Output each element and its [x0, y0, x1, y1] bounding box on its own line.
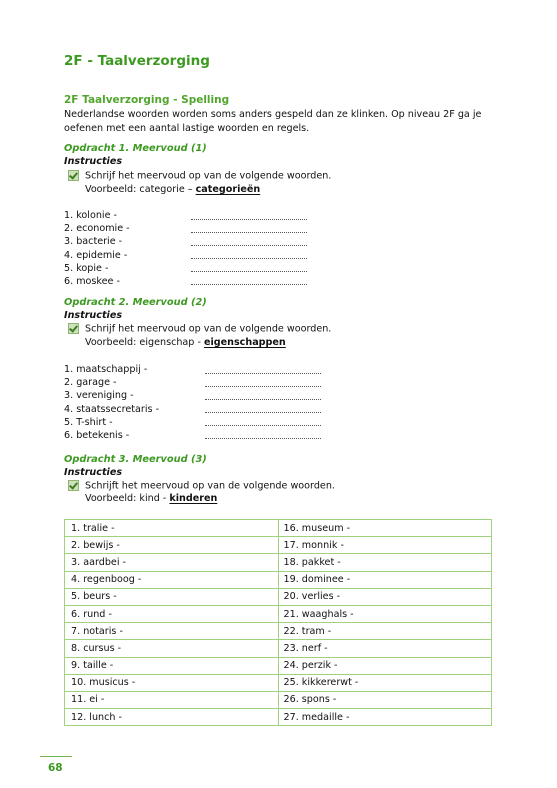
- exercise-3-title: Opdracht 3. Meervoud (3): [64, 454, 207, 465]
- intro-line-2: oefenen met een aantal lastige woorden en regels.: [64, 123, 310, 134]
- answer-line[interactable]: [205, 412, 321, 413]
- answer-line[interactable]: [205, 425, 321, 426]
- table-cell[interactable]: 18. pakket -: [278, 554, 492, 571]
- exercise-1-title: Opdracht 1. Meervoud (1): [64, 143, 207, 154]
- exercise-3-instruction: [68, 480, 335, 492]
- exercise-1-example: [85, 184, 260, 195]
- list-item: 5. T-shirt -: [64, 416, 113, 428]
- exercise-3-example: [85, 493, 217, 504]
- exercise-2-example: [85, 337, 286, 348]
- answer-line[interactable]: [205, 386, 321, 387]
- checkbox-icon: [68, 323, 79, 334]
- checkbox-icon: [68, 170, 79, 181]
- example-prefix: Voorbeeld: kind -: [85, 493, 170, 504]
- answer-line[interactable]: [205, 399, 321, 400]
- table-cell[interactable]: 17. monnik -: [278, 537, 492, 554]
- exercise-3-table: [64, 519, 492, 726]
- table-cell[interactable]: 22. tram -: [278, 623, 492, 640]
- list-item: 4. epidemie -: [64, 249, 128, 261]
- table-row: [65, 657, 492, 674]
- checkbox-icon: [68, 480, 79, 491]
- answer-line[interactable]: [191, 271, 307, 272]
- footer-divider: [40, 756, 72, 757]
- page-number: 68: [48, 762, 63, 774]
- table-cell[interactable]: 5. beurs -: [65, 588, 279, 605]
- table-row: [65, 605, 492, 622]
- table-cell[interactable]: 6. rund -: [65, 605, 279, 622]
- list-item: 1. maatschappij -: [64, 364, 148, 375]
- list-item: 2. economie -: [64, 223, 130, 235]
- answer-line[interactable]: [205, 373, 321, 374]
- table-cell[interactable]: 10. musicus -: [65, 674, 279, 691]
- list-item: 3. vereniging -: [64, 390, 134, 402]
- table-cell[interactable]: 8. cursus -: [65, 640, 279, 657]
- answer-line[interactable]: [205, 438, 321, 439]
- list-item: 6. moskee -: [64, 276, 120, 288]
- table-cell[interactable]: 20. verlies -: [278, 588, 492, 605]
- table-cell[interactable]: 27. medaille -: [278, 709, 492, 726]
- table-row: [65, 571, 492, 588]
- table-cell[interactable]: 3. aardbei -: [65, 554, 279, 571]
- list-item: 1. kolonie -: [64, 210, 117, 221]
- table-row: [65, 640, 492, 657]
- answer-line[interactable]: [191, 258, 307, 259]
- list-item: 6. betekenis -: [64, 430, 130, 442]
- section-intro: [64, 108, 481, 136]
- example-answer: kinderen: [169, 493, 218, 504]
- intro-line-1: Nederlandse woorden worden soms anders gespeld dan ze klinken. Op niveau 2F ga je: [64, 109, 482, 120]
- instruction-text: Schrijf het meervoud op van de volgende woorden.: [85, 170, 332, 182]
- instruction-text: Schrijf het meervoud op van de volgende woorden.: [85, 323, 332, 335]
- list-item: 4. staatssecretaris -: [64, 403, 160, 415]
- exercise-2-instructions-label: Instructies: [64, 310, 123, 321]
- example-prefix: Voorbeeld: eigenschap -: [85, 337, 204, 348]
- table-cell[interactable]: 9. taille -: [65, 657, 279, 674]
- table-cell[interactable]: 11. ei -: [65, 691, 279, 708]
- table-cell[interactable]: 19. dominee -: [278, 571, 492, 588]
- table-cell[interactable]: 21. waaghals -: [278, 605, 492, 622]
- example-answer: categorieën: [195, 184, 261, 195]
- list-item: 3. bacterie -: [64, 236, 123, 248]
- exercise-3-instructions-label: Instructies: [64, 467, 123, 478]
- table-row: [65, 709, 492, 726]
- list-item: 5. kopie -: [64, 262, 109, 274]
- page-title: 2F - Taalverzorging: [64, 53, 210, 69]
- list-item: 2. garage -: [64, 377, 117, 389]
- table-cell[interactable]: 1. tralie -: [65, 520, 279, 537]
- exercise-1-list: [64, 209, 130, 288]
- table-row: [65, 588, 492, 605]
- answer-line[interactable]: [191, 284, 307, 285]
- exercise-2-instruction: [68, 323, 331, 335]
- table-cell[interactable]: 25. kikkererwt -: [278, 674, 492, 691]
- exercise-2-title: Opdracht 2. Meervoud (2): [64, 297, 207, 308]
- table-cell[interactable]: 24. perzik -: [278, 657, 492, 674]
- answer-line[interactable]: [191, 245, 307, 246]
- section-heading: 2F Taalverzorging - Spelling: [64, 94, 230, 106]
- exercise-2-list: [64, 363, 159, 442]
- table-row: [65, 674, 492, 691]
- table-cell[interactable]: 2. bewijs -: [65, 537, 279, 554]
- table-row: [65, 623, 492, 640]
- table-cell[interactable]: 23. nerf -: [278, 640, 492, 657]
- answer-line[interactable]: [191, 219, 307, 220]
- example-prefix: Voorbeeld: categorie –: [85, 184, 196, 195]
- table-cell[interactable]: 12. lunch -: [65, 709, 279, 726]
- instruction-text: Schrijft het meervoud op van de volgende woorden.: [85, 480, 335, 492]
- answer-line[interactable]: [191, 232, 307, 233]
- table-cell[interactable]: 7. notaris -: [65, 623, 279, 640]
- exercise-1-instructions-label: Instructies: [64, 156, 123, 167]
- table-row: [65, 691, 492, 708]
- table-row: [65, 537, 492, 554]
- table-row: [65, 554, 492, 571]
- exercise-1-instruction: [68, 170, 331, 182]
- table-cell[interactable]: 26. spons -: [278, 691, 492, 708]
- example-answer: eigenschappen: [203, 337, 286, 348]
- table-cell[interactable]: 16. museum -: [278, 520, 492, 537]
- table-cell[interactable]: 4. regenboog -: [65, 571, 279, 588]
- table-row: [65, 520, 492, 537]
